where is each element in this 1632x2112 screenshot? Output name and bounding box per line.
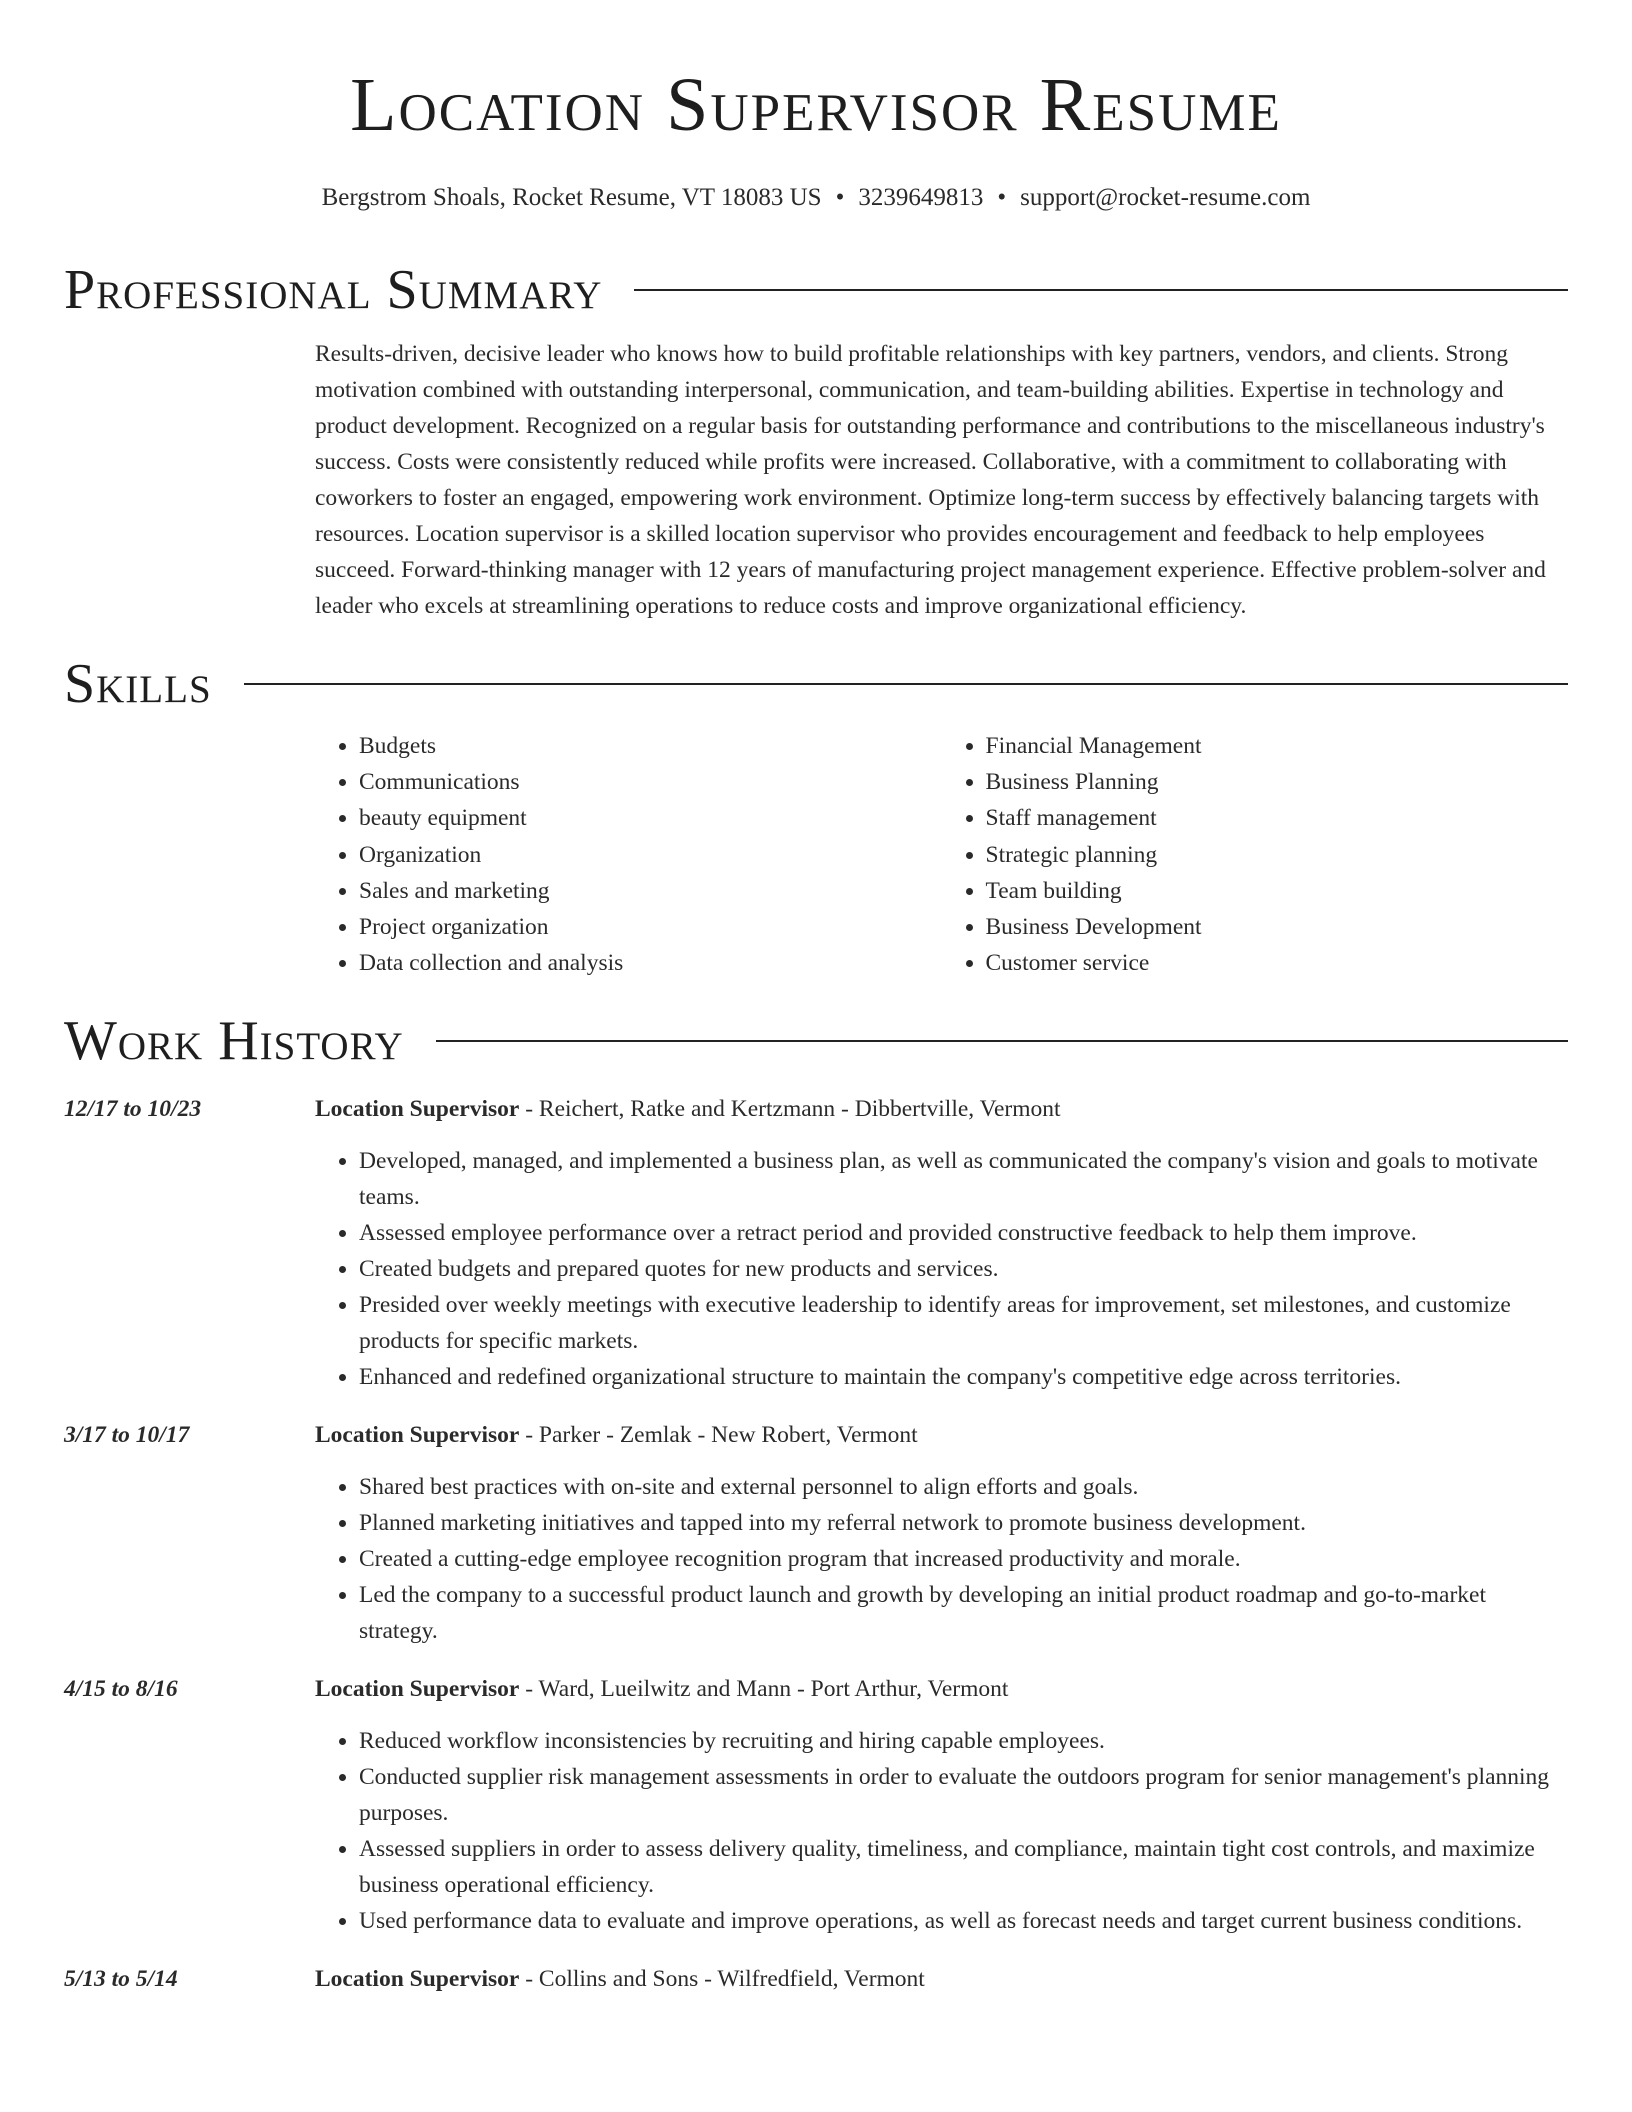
- skill-item: • Financial Management: [986, 728, 1569, 764]
- contact-phone: 3239649813: [858, 184, 984, 211]
- contact-email: support@rocket-resume.com: [1020, 184, 1311, 211]
- job-bullet: • Shared best practices with on-site and external personnel to align efforts and goals.: [359, 1469, 1568, 1505]
- summary-section-header: [64, 258, 1568, 322]
- skill-item: • beauty equipment: [359, 800, 942, 836]
- section-divider: [436, 1040, 1568, 1042]
- job-dates: 3/17 to 10/17: [64, 1422, 190, 1449]
- job-body: [315, 1417, 1568, 1649]
- skill-item: • Budgets: [359, 728, 942, 764]
- skill-item: • Strategic planning: [986, 837, 1569, 873]
- job-entry: [64, 1091, 1568, 1395]
- skills-section-header: [64, 652, 1568, 716]
- job-bullet: • Presided over weekly meetings with executive leadership to identify areas for improvement, set milestones, and customize products for specific markets.: [359, 1287, 1568, 1359]
- section-divider: [244, 683, 1568, 685]
- job-title-line: [315, 1961, 1568, 1997]
- job-bullet: • Created a cutting-edge employee recognition program that increased productivity and morale.: [359, 1541, 1568, 1577]
- job-bullet: • Created budgets and prepared quotes for new products and services.: [359, 1251, 1568, 1287]
- job-entry: [64, 1671, 1568, 1939]
- skills-list: [315, 728, 1568, 981]
- job-body: [315, 1961, 1568, 1997]
- skill-item: • Organization: [359, 837, 942, 873]
- skill-item: • Business Development: [986, 909, 1569, 945]
- job-title: Location Supervisor: [315, 1966, 520, 1993]
- skill-item: • Team building: [986, 873, 1569, 909]
- resume-title: Location Supervisor Resume: [350, 63, 1282, 147]
- job-bullets: [315, 1469, 1568, 1649]
- job-title: Location Supervisor: [315, 1676, 520, 1703]
- skill-item: • Staff management: [986, 800, 1569, 836]
- job-dates: 4/15 to 8/16: [64, 1676, 178, 1703]
- skill-item: • Data collection and analysis: [359, 945, 942, 981]
- job-dates: 5/13 to 5/14: [64, 1966, 178, 1993]
- job-bullet: • Enhanced and redefined organizational structure to maintain the company's competitive edge across territories.: [359, 1359, 1568, 1395]
- contact-line: [64, 182, 1568, 214]
- section-divider: [634, 289, 1568, 291]
- job-bullet: • Developed, managed, and implemented a business plan, as well as communicated the company's vision and goals to motivate teams.: [359, 1143, 1568, 1215]
- skill-item: • Business Planning: [986, 764, 1569, 800]
- skill-item: • Communications: [359, 764, 942, 800]
- job-bullets: [315, 1143, 1568, 1395]
- job-body: [315, 1671, 1568, 1939]
- job-employer: - Parker - Zemlak - New Robert, Vermont: [519, 1422, 918, 1449]
- job-entry: [64, 1961, 1568, 1997]
- job-bullet: • Assessed employee performance over a retract period and provided constructive feedback to help them improve.: [359, 1215, 1568, 1251]
- job-bullet: • Assessed suppliers in order to assess delivery quality, timeliness, and compliance, maintain tight cost controls, and maximize business operational efficiency.: [359, 1831, 1568, 1903]
- job-title-line: [315, 1091, 1568, 1127]
- job-employer: - Collins and Sons - Wilfredfield, Vermont: [519, 1966, 925, 1993]
- work-heading: Work History: [64, 1010, 404, 1073]
- job-employer: - Reichert, Ratke and Kertzmann - Dibbertville, Vermont: [519, 1096, 1061, 1123]
- job-list: [64, 1091, 1568, 1997]
- job-bullets: [315, 1723, 1568, 1939]
- skills-column-right: [942, 728, 1569, 981]
- contact-separator: •: [997, 184, 1007, 211]
- resume-page: [64, 0, 1568, 1997]
- job-bullet: • Led the company to a successful product launch and growth by developing an initial product roadmap and go-to-market strategy.: [359, 1577, 1568, 1649]
- job-employer: - Ward, Lueilwitz and Mann - Port Arthur, Vermont: [519, 1676, 1009, 1703]
- job-bullet: • Reduced workflow inconsistencies by recruiting and hiring capable employees.: [359, 1723, 1568, 1759]
- skill-item: • Customer service: [986, 945, 1569, 981]
- summary-heading: Professional Summary: [64, 259, 603, 321]
- job-body: [315, 1091, 1568, 1395]
- contact-address: Bergstrom Shoals, Rocket Resume, VT 18083 US: [321, 184, 822, 211]
- work-section-header: [64, 1009, 1568, 1073]
- job-title-line: [315, 1671, 1568, 1707]
- skill-item: • Project organization: [359, 909, 942, 945]
- job-bullet: • Conducted supplier risk management assessments in order to evaluate the outdoors program for senior management's planning purposes.: [359, 1759, 1568, 1831]
- job-bullet: • Used performance data to evaluate and improve operations, as well as forecast needs and target current business conditions.: [359, 1903, 1568, 1939]
- summary-text: Results-driven, decisive leader who knows how to build profitable relationships with key partners, vendors, and clients. Strong motivation combined with outstanding interpersonal, communication, and team-building abilities. Expertise in technology and product development. Recognized on a regular basis for outstanding performance and contributions to the miscellaneous industry's success. Costs were consistently reduced while profits were increased. Collaborative, with a commitment to collaborating with coworkers to foster an engaged, empowering work environment. Optimize long-term success by effectively balancing targets with resources. Location supervisor is a skilled location supervisor who provides encouragement and feedback to help employees succeed. Forward-thinking manager with 12 years of manufacturing project management experience. Effective problem-solver and leader who excels at streamlining operations to reduce costs and improve organizational efficiency.: [315, 341, 1546, 619]
- contact-separator: •: [835, 184, 845, 211]
- job-bullet: • Planned marketing initiatives and tapped into my referral network to promote business development.: [359, 1505, 1568, 1541]
- job-title: Location Supervisor: [315, 1422, 520, 1449]
- skill-item: • Sales and marketing: [359, 873, 942, 909]
- skills-heading: Skills: [64, 653, 212, 715]
- job-entry: [64, 1417, 1568, 1649]
- skills-column-left: [315, 728, 942, 981]
- job-title: Location Supervisor: [315, 1096, 520, 1123]
- job-dates: 12/17 to 10/23: [64, 1096, 202, 1123]
- job-title-line: [315, 1417, 1568, 1453]
